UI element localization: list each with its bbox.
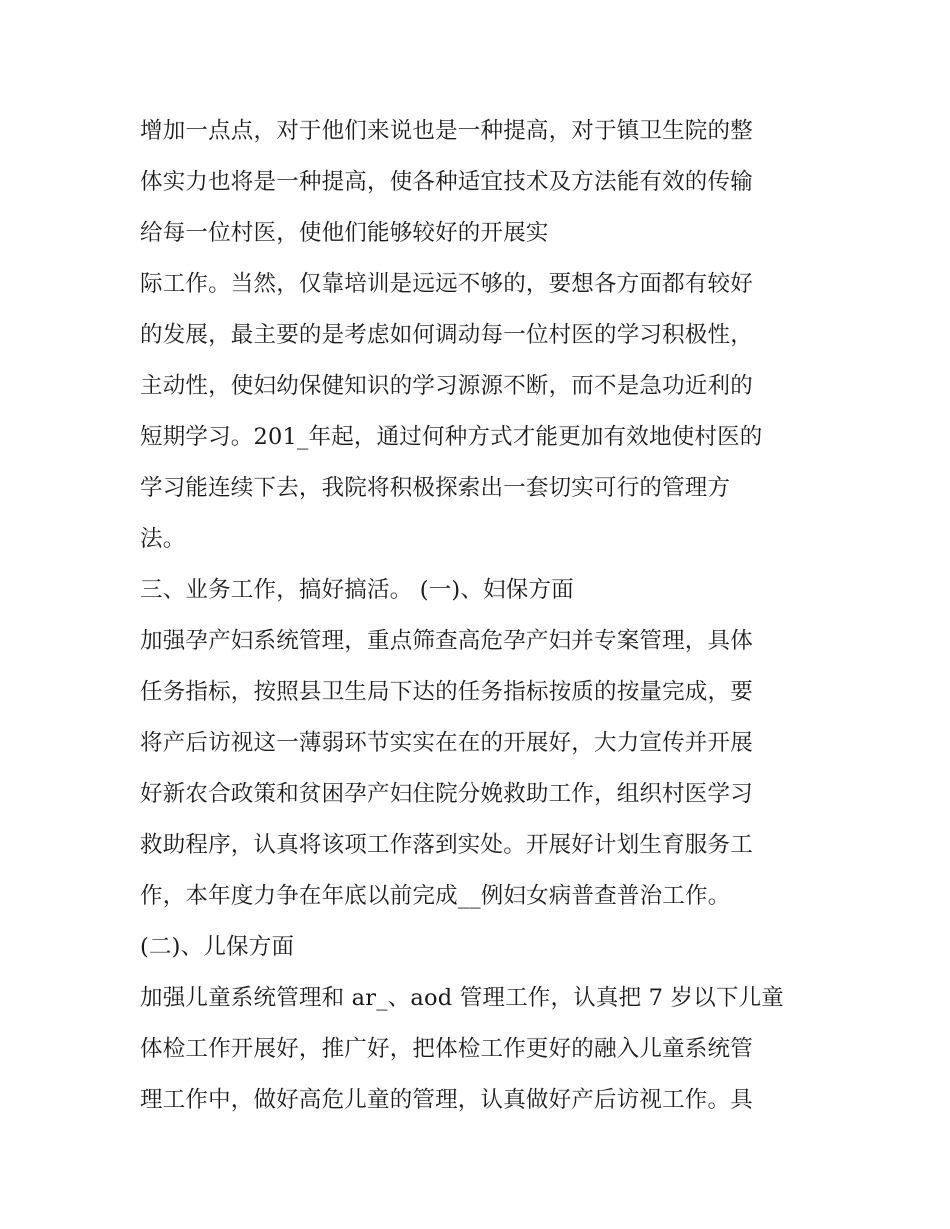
text-line: 体检工作开展好，推广好，把体检工作更好的融入儿童系统管 — [140, 1036, 753, 1062]
text-line: 将产后访视这一薄弱环节实实在在的开展好，大力宣传并开展 — [140, 730, 753, 756]
text-line: 增加一点点，对于他们来说也是一种提高，对于镇卫生院的整 — [140, 118, 753, 144]
text-line: 学习能连续下去，我院将积极探索出一套切实可行的管理方 — [140, 475, 731, 501]
text-line: 加强孕产妇系统管理，重点筛查高危孕产妇并专案管理，具体 — [140, 628, 753, 654]
text-line: 主动性，使妇幼保健知识的学习源源不断，而不是急功近利的 — [140, 373, 753, 399]
section-heading: (二)、儿保方面 — [140, 934, 295, 960]
text-line: 际工作。当然，仅靠培训是远远不够的，要想各方面都有较好 — [140, 271, 753, 297]
text-line: 体实力也将是一种提高，使各种适宜技术及方法能有效的传输 — [140, 169, 753, 195]
text-line: 加强儿童系统管理和 ar_、aod 管理工作，认真把 7 岁以下儿童 — [140, 985, 785, 1011]
document-body — [140, 106, 820, 1126]
text-line: 给每一位村医，使他们能够较好的开展实 — [140, 220, 549, 246]
text-line: 理工作中，做好高危儿童的管理，认真做好产后访视工作。具 — [140, 1087, 753, 1113]
text-line: 作，本年度力争在年底以前完成__例妇女病普查普治工作。 — [140, 883, 731, 909]
section-heading: 三、业务工作，搞好搞活。 (一)、妇保方面 — [140, 577, 574, 603]
text-line: 救助程序，认真将该项工作落到实处。开展好计划生育服务工 — [140, 832, 753, 858]
text-line: 任务指标，按照县卫生局下达的任务指标按质的按量完成，要 — [140, 679, 753, 705]
text-line: 短期学习。201_年起，通过何种方式才能更加有效地使村医的 — [140, 424, 763, 450]
text-line: 好新农合政策和贫困孕产妇住院分娩救助工作，组织村医学习 — [140, 781, 753, 807]
text-line: 的发展，最主要的是考虑如何调动每一位村医的学习积极性， — [140, 322, 753, 348]
text-line: 法。 — [140, 526, 186, 552]
